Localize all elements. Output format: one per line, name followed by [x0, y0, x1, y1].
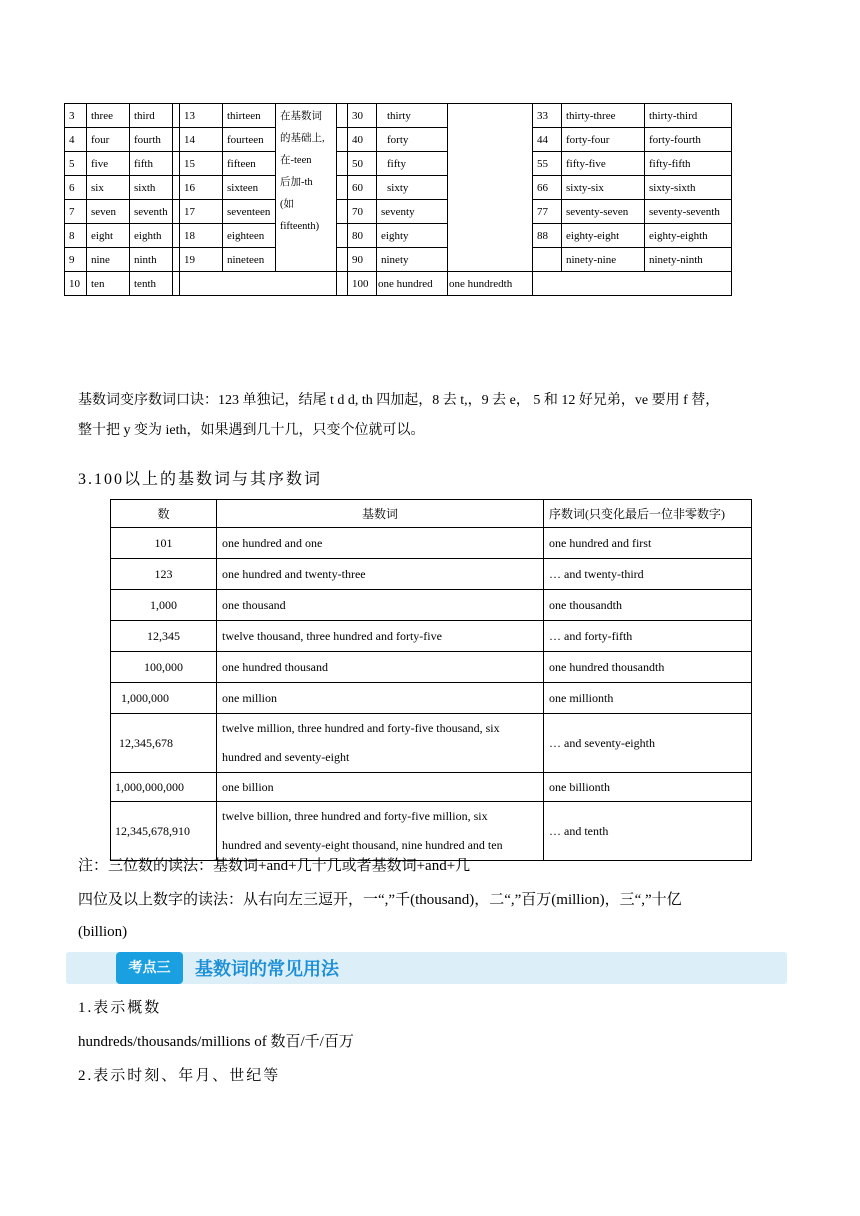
table-row — [111, 773, 752, 802]
teen-rule-note — [276, 104, 337, 272]
number-table-cell: 40 — [348, 128, 377, 152]
table-gap — [173, 176, 180, 200]
number-table-cell: one hundred — [377, 272, 448, 296]
number-table-cell: nineteen — [223, 248, 276, 272]
number-table-cell: 60 — [348, 176, 377, 200]
number-table-cell: seventy — [377, 200, 448, 224]
cardinal-ordinal-table — [110, 499, 752, 861]
table-gap — [337, 200, 348, 224]
number-table-row — [65, 128, 732, 152]
cardinal-line: one million — [222, 690, 277, 705]
number-table-cell: one hundredth — [448, 272, 533, 296]
number-table-cell: ninety-nine — [562, 248, 645, 272]
teen-rule-line: 在基数词 — [280, 111, 322, 122]
teen-rule-line: 后加-th — [280, 177, 313, 188]
number-table-cell: eighty-eighth — [645, 224, 732, 248]
table-gap — [337, 128, 348, 152]
number-table-cell: 15 — [180, 152, 223, 176]
number-table-row — [65, 152, 732, 176]
number-table-cell: sixth — [130, 176, 173, 200]
empty-cell — [448, 104, 533, 272]
cardinal-line: hundred and seventy-eight — [222, 750, 350, 764]
number-table-cell: thirty — [377, 104, 448, 128]
number-table-cell: nine — [87, 248, 130, 272]
usage-item-1-example: hundreds/thousands/millions of 数百/千/百万 — [78, 1034, 354, 1050]
number-table-cell: fifty-fifth — [645, 152, 732, 176]
cardinal-line: one thousand — [222, 597, 286, 612]
number-table — [64, 103, 732, 296]
number-table-cell: 4 — [65, 128, 87, 152]
number-table-cell: 19 — [180, 248, 223, 272]
cardinal-line: one hundred and twenty-three — [222, 566, 366, 581]
number-table-cell: fifty — [377, 152, 448, 176]
table-gap — [173, 248, 180, 272]
number-table-cell: ninety-ninth — [645, 248, 732, 272]
table-gap — [337, 176, 348, 200]
number-table-cell: five — [87, 152, 130, 176]
ordinal-cell: … and twenty-third — [544, 559, 752, 590]
table-gap — [337, 248, 348, 272]
number-table-cell: 10 — [65, 272, 87, 296]
number-table-cell: eighty — [377, 224, 448, 248]
number-table-cell: fifth — [130, 152, 173, 176]
cardinal-line: one billion — [222, 779, 274, 794]
ordinal-cell: one hundred thousandth — [544, 652, 752, 683]
number-table-cell: 70 — [348, 200, 377, 224]
number-cell: 1,000,000,000 — [111, 773, 217, 802]
number-table-cell: three — [87, 104, 130, 128]
number-table-cell: sixty-six — [562, 176, 645, 200]
cardinal-cell — [217, 621, 544, 652]
teen-rule-line: 的基础上, — [280, 133, 325, 144]
number-table-cell: 17 — [180, 200, 223, 224]
number-table-cell: 55 — [533, 152, 562, 176]
number-table-cell: seventeen — [223, 200, 276, 224]
section3-heading: 3.100以上的基数词与其序数词 — [78, 471, 323, 488]
number-cell: 12,345,678,910 — [111, 802, 217, 861]
number-table-cell: seventy-seven — [562, 200, 645, 224]
note-2-line-2: (billion) — [78, 924, 128, 940]
number-table-cell: 66 — [533, 176, 562, 200]
number-table-cell: sixteen — [223, 176, 276, 200]
table-row — [111, 590, 752, 621]
number-table-cell: thirteen — [223, 104, 276, 128]
number-table-cell — [180, 272, 337, 296]
number-table-row — [65, 176, 732, 200]
ordinal-cell: one millionth — [544, 683, 752, 714]
cardinal-line: one hundred and one — [222, 535, 323, 550]
number-table-cell: 80 — [348, 224, 377, 248]
table-row — [111, 683, 752, 714]
number-table-cell: 7 — [65, 200, 87, 224]
usage-item-2: 2.表示时刻、年月、世纪等 — [78, 1068, 281, 1084]
number-table-cell: six — [87, 176, 130, 200]
number-table-cell: third — [130, 104, 173, 128]
cardinal-cell — [217, 683, 544, 714]
number-table-cell: 90 — [348, 248, 377, 272]
table-header-cell: 序数词(只变化最后一位非零数字) — [544, 500, 752, 528]
number-table-cell: thirty-third — [645, 104, 732, 128]
number-table-cell: forty-fourth — [645, 128, 732, 152]
table-gap — [337, 272, 348, 296]
number-table-cell: eighteen — [223, 224, 276, 248]
number-table-cell: seventy-seventh — [645, 200, 732, 224]
number-table-row — [65, 224, 732, 248]
cardinal-line: twelve thousand, three hundred and forty-five — [222, 628, 442, 643]
number-table-cell: 44 — [533, 128, 562, 152]
number-cell: 1,000 — [111, 590, 217, 621]
number-table-cell: eighty-eight — [562, 224, 645, 248]
cardinal-cell — [217, 652, 544, 683]
teen-rule-line: 在-teen — [280, 155, 312, 166]
usage-item-1: 1.表示概数 — [78, 1000, 162, 1016]
number-table-cell: sixty-sixth — [645, 176, 732, 200]
number-table-cell: ninth — [130, 248, 173, 272]
cardinal-line: twelve million, three hundred and forty-five thousand, six — [222, 721, 500, 735]
number-table-cell: 77 — [533, 200, 562, 224]
number-table-row — [65, 104, 732, 128]
number-table-row — [65, 248, 732, 272]
number-table-cell: 13 — [180, 104, 223, 128]
number-table-cell: forty — [377, 128, 448, 152]
number-table-cell: ninety — [377, 248, 448, 272]
number-table-cell: four — [87, 128, 130, 152]
cardinal-line: one hundred thousand — [222, 659, 328, 674]
number-cell: 101 — [111, 528, 217, 559]
number-table-cell: forty-four — [562, 128, 645, 152]
number-table-cell: ten — [87, 272, 130, 296]
number-table-cell: fourteen — [223, 128, 276, 152]
teen-rule-line: (如 — [280, 199, 294, 210]
ordinal-cell: … and tenth — [544, 802, 752, 861]
table-gap — [337, 104, 348, 128]
kaodian-title: 基数词的常见用法 — [195, 959, 339, 980]
rhyme-line-2: 整十把 y 变为 ieth，如果遇到几十几，只变个位就可以。 — [78, 423, 425, 438]
number-cell: 123 — [111, 559, 217, 590]
cardinal-cell — [217, 590, 544, 621]
number-table-row — [65, 200, 732, 224]
table-gap — [173, 152, 180, 176]
number-table-cell: eighth — [130, 224, 173, 248]
table-gap — [173, 200, 180, 224]
table-row — [111, 621, 752, 652]
cardinal-cell — [217, 773, 544, 802]
table-header-cell: 数 — [111, 500, 217, 528]
number-table-cell: 88 — [533, 224, 562, 248]
number-table-cell: 6 — [65, 176, 87, 200]
number-table-cell: 5 — [65, 152, 87, 176]
ordinal-cell: … and seventy-eighth — [544, 714, 752, 773]
number-table-cell: 8 — [65, 224, 87, 248]
ordinal-cell: one billionth — [544, 773, 752, 802]
number-table-cell: seventh — [130, 200, 173, 224]
number-table-cell: 33 — [533, 104, 562, 128]
number-table-cell: thirty-three — [562, 104, 645, 128]
table-row — [111, 559, 752, 590]
cardinal-cell — [217, 528, 544, 559]
table-header-row — [111, 500, 752, 528]
cardinal-line: twelve billion, three hundred and forty-five million, six — [222, 809, 488, 823]
number-cell: 12,345 — [111, 621, 217, 652]
cardinal-line: hundred and seventy-eight thousand, nine hundred and ten — [222, 838, 503, 852]
number-table-cell: 9 — [65, 248, 87, 272]
number-cell: 100,000 — [111, 652, 217, 683]
number-table-cell: 14 — [180, 128, 223, 152]
table-row — [111, 652, 752, 683]
number-table-cell: tenth — [130, 272, 173, 296]
number-table-cell — [533, 272, 732, 296]
cardinal-cell — [217, 559, 544, 590]
rhyme-line-1: 基数词变序数词口诀：123 单独记，结尾 t d d, th 四加起，8 去 t,，9 去 e， 5 和 12 好兄弟，ve 要用 f 替， — [78, 393, 720, 408]
ordinal-cell: … and forty-fifth — [544, 621, 752, 652]
table-header-cell: 基数词 — [217, 500, 544, 528]
number-table-cell: 16 — [180, 176, 223, 200]
table-gap — [337, 152, 348, 176]
number-table-row — [65, 272, 732, 296]
number-table-cell: 3 — [65, 104, 87, 128]
table-gap — [173, 128, 180, 152]
number-cell: 12,345,678 — [111, 714, 217, 773]
note-1: 注：三位数的读法：基数词+and+几十几或者基数词+and+几 — [78, 858, 471, 874]
table-row — [111, 714, 752, 773]
number-table-cell: fifteen — [223, 152, 276, 176]
table-gap — [337, 224, 348, 248]
number-cell: 1,000,000 — [111, 683, 217, 714]
number-table-cell: fourth — [130, 128, 173, 152]
kaodian-tag: 考点三 — [116, 952, 183, 984]
table-gap — [173, 224, 180, 248]
note-2-line-1: 四位及以上数字的读法：从右向左三逗开，一“,”千(thousand)，二“,”百万(million)，三“,”十亿 — [78, 892, 682, 908]
table-gap — [173, 104, 180, 128]
table-gap — [173, 272, 180, 296]
number-table-cell: 18 — [180, 224, 223, 248]
number-table-cell: fifty-five — [562, 152, 645, 176]
number-table-cell: sixty — [377, 176, 448, 200]
number-table-cell: eight — [87, 224, 130, 248]
number-table-cell — [533, 248, 562, 272]
teen-rule-line: fifteenth) — [280, 221, 320, 232]
ordinal-cell: one thousandth — [544, 590, 752, 621]
ordinal-cell: one hundred and first — [544, 528, 752, 559]
number-table-cell: 30 — [348, 104, 377, 128]
number-table-cell: seven — [87, 200, 130, 224]
table-row — [111, 528, 752, 559]
number-table-cell: 100 — [348, 272, 377, 296]
cardinal-cell — [217, 714, 544, 773]
number-table-cell: 50 — [348, 152, 377, 176]
